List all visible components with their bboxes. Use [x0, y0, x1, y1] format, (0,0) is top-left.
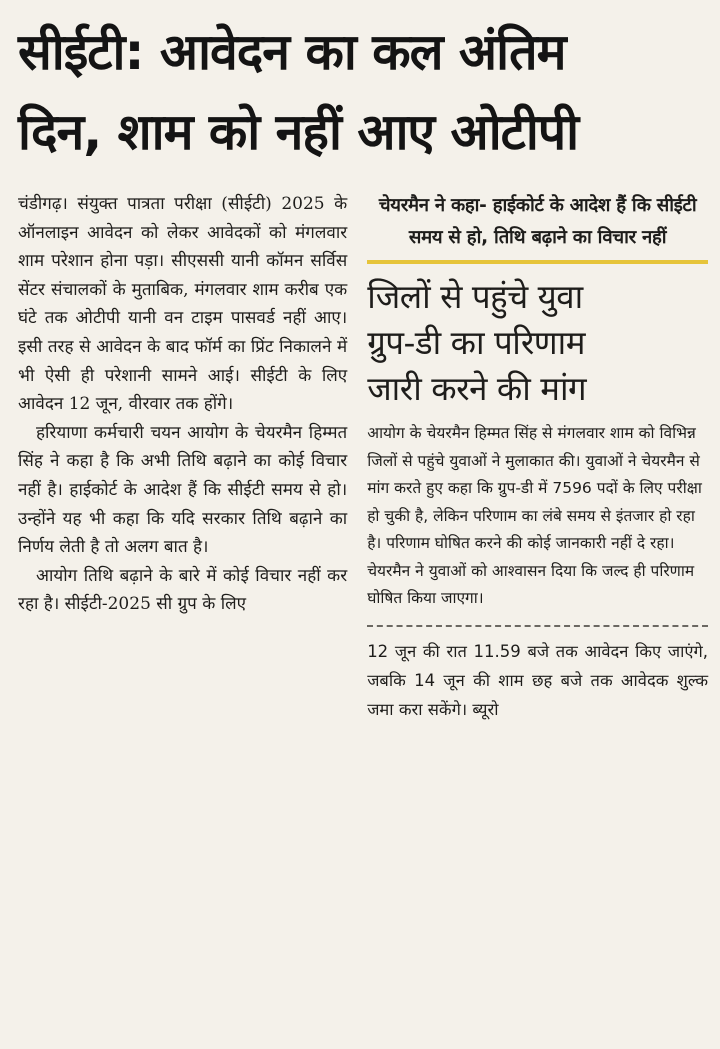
- left-paragraph-2: हरियाणा कर्मचारी चयन आयोग के चेयरमैन हिम्मत सिंह ने कहा है कि अभी तिथि बढ़ाने का कोई विचार नहीं है। हाईकोर्ट के आदेश हैं कि सीईटी समय से हो। उन्होंने यह भी कहा कि यदि सरकार तिथि बढ़ाने का निर्णय लेती है तो अलग बात है।: [18, 422, 348, 558]
- right-column: [367, 190, 708, 724]
- dashed-divider: [367, 625, 708, 627]
- headline-line-2: दिन, शाम को नहीं आए ओटीपी: [18, 103, 579, 161]
- story-headline-line-3: जारी करने की मांग: [367, 369, 587, 408]
- continuation-text: 12 जून की रात 11.59 बजे तक आवेदन किए जाएंगे, जबकि 14 जून की शाम छह बजे तक आवेदक शुल्क जमा करा सकेंगे। ब्यूरो: [367, 641, 708, 719]
- story-body: आयोग के चेयरमैन हिम्मत सिंह से मंगलवार शाम को विभिन्न जिलों से पहुंचे युवाओं ने मुलाकात की। युवाओं ने चेयरमैन से मांग करते हुए कहा कि ग्रुप-डी में 7596 पदों के लिए परीक्षा हो चुकी है, लेकिन परिणाम का लंबे समय से इंतजार हो रहा है। परिणाम घोषित करने की कोई जानकारी नहीं दे रहा। चेयरमैन ने युवाओं को आश्वासन दिया कि जल्द ही परिणाम घोषित किया जाएगा।: [367, 424, 702, 607]
- left-paragraph-3: आयोग तिथि बढ़ाने के बारे में कोई विचार नहीं कर रहा है। सीईटी-2025 सी ग्रुप के लिए: [18, 565, 348, 615]
- story-headline: [367, 274, 708, 412]
- story-headline-line-1: जिलों से पहुंचे युवा: [367, 277, 583, 316]
- left-column: [18, 190, 347, 724]
- chairman-subhead: चेयरमैन ने कहा- हाईकोर्ट के आदेश हैं कि सीईटी समय से हो, तिथि बढ़ाने का विचार नहीं: [378, 195, 697, 248]
- article-columns: [18, 190, 708, 724]
- story-headline-line-2: ग्रुप-डी का परिणाम: [367, 323, 585, 362]
- left-paragraph-1: चंडीगढ़। संयुक्त पात्रता परीक्षा (सीईटी) 2025 के ऑनलाइन आवेदन को लेकर आवेदकों को मंगलवार शाम परेशान होना पड़ा। सीएससी यानी कॉमन सर्विस सेंटर संचालकों के मुताबिक, मंगलवार शाम करीब एक घंटे तक ओटीपी यानी वन टाइम पासवर्ड नहीं आए। इसी तरह से आवेदन के बाद फॉर्म का प्रिंट निकालने में भी ऐसी ही परेशानी सामने आई। सीईटी के लिए आवेदन 12 जून, वीरवार तक होंगे।: [18, 194, 348, 415]
- yellow-divider: [367, 260, 708, 264]
- headline-line-1: सीईटी: आवेदन का कल अंतिम: [18, 23, 566, 81]
- main-headline: [18, 12, 706, 172]
